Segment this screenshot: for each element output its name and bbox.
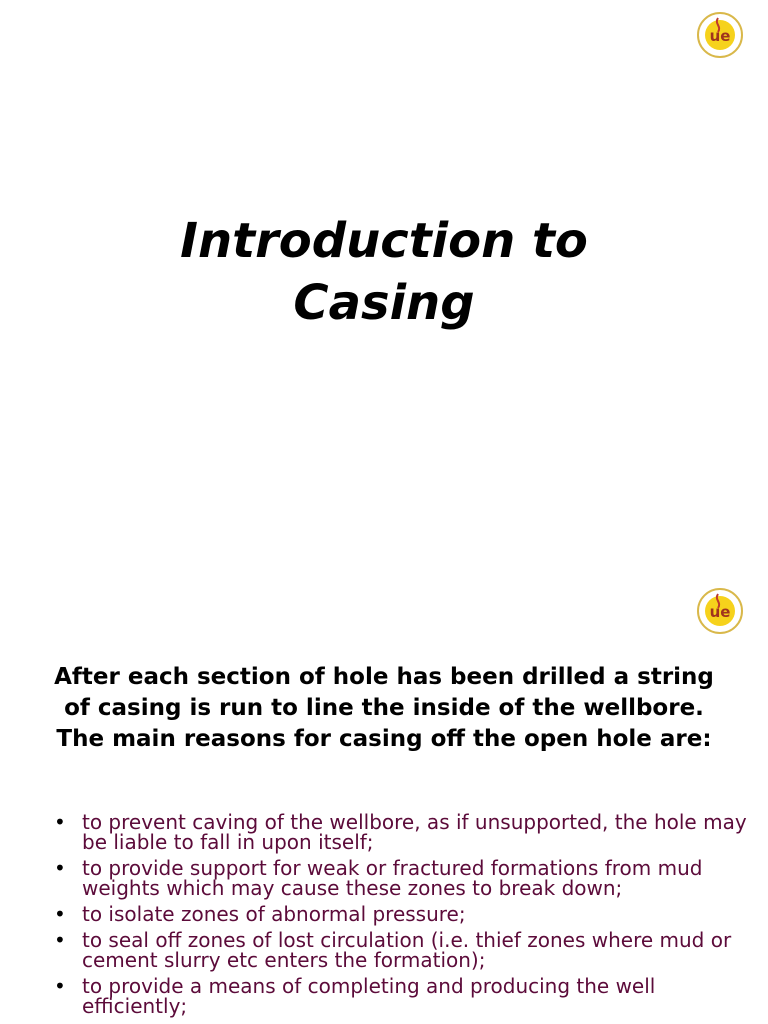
logo-letters: ue bbox=[709, 27, 731, 45]
university-logo-icon bbox=[692, 10, 748, 60]
bullet-icon: • bbox=[54, 810, 66, 834]
reasons-list bbox=[52, 812, 752, 1022]
list-item-text: to seal off zones of lost circulation (i.e. thief zones where mud or cement slurry etc enters the formation); bbox=[82, 928, 732, 972]
list-item bbox=[52, 930, 752, 970]
list-item-text: to isolate zones of abnormal pressure; bbox=[82, 902, 466, 926]
bullet-icon: • bbox=[54, 902, 66, 926]
bullet-icon: • bbox=[54, 974, 66, 998]
list-item-text: to provide a means of completing and producing the well efficiently; bbox=[82, 974, 656, 1018]
list-item-text: to prevent caving of the wellbore, as if unsupported, the hole may be liable to fall in upon itself; bbox=[82, 810, 747, 854]
list-item bbox=[52, 904, 752, 924]
list-item bbox=[52, 976, 752, 1016]
title-line-1: Introduction to bbox=[180, 213, 588, 269]
slide-content bbox=[0, 580, 768, 1024]
title-line-2: Casing bbox=[293, 275, 475, 331]
page-title bbox=[0, 210, 768, 334]
bullet-icon: • bbox=[54, 856, 66, 880]
university-logo-icon bbox=[692, 586, 748, 636]
logo-letters: ue bbox=[709, 603, 731, 621]
intro-paragraph: After each section of hole has been drilled a string of casing is run to line the inside of the wellbore. The main reasons for casing off the open hole are: bbox=[54, 664, 714, 752]
list-item bbox=[52, 858, 752, 898]
list-item-text: to provide support for weak or fractured formations from mud weights which may cause these zones to break down; bbox=[82, 856, 703, 900]
list-item bbox=[52, 812, 752, 852]
bullet-icon: • bbox=[54, 928, 66, 952]
